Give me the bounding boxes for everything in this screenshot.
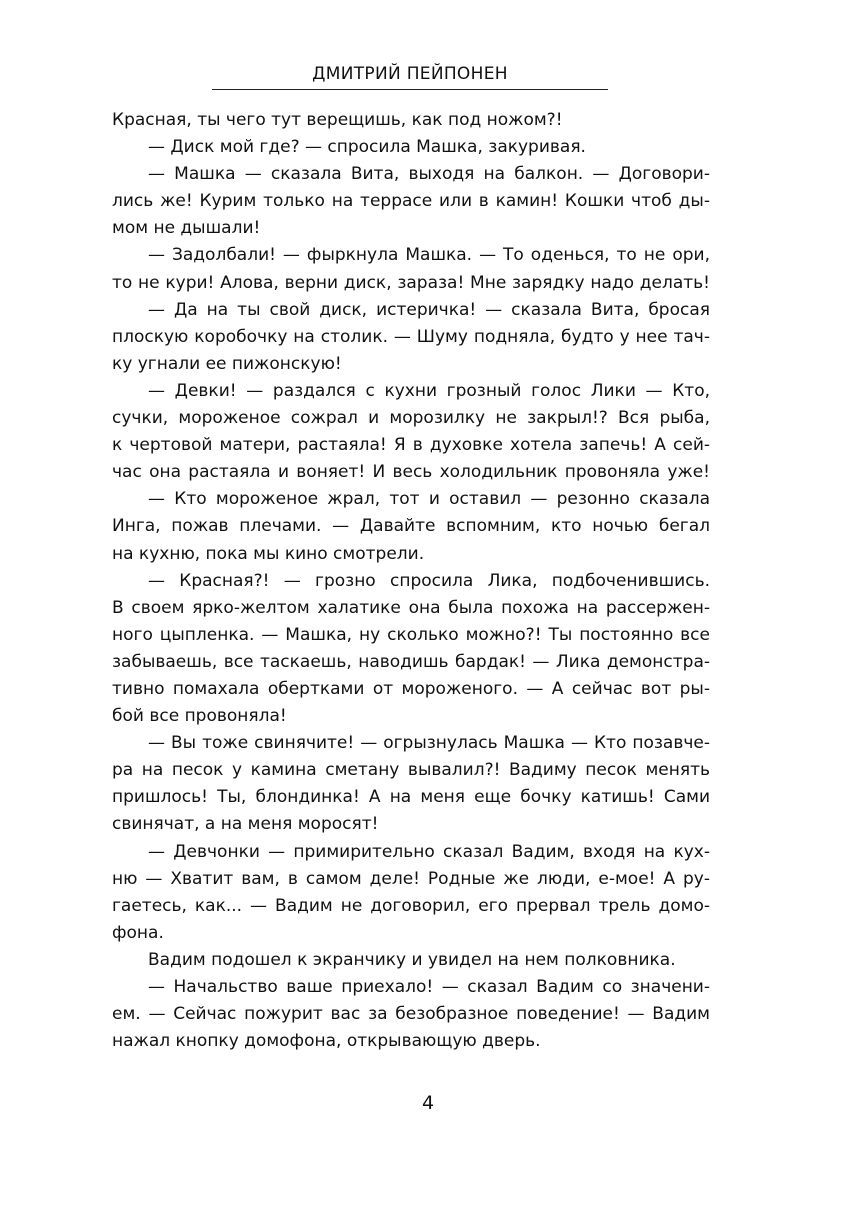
text-line: к чертовой матери, растаяла! Я в духовке хотела запечь! А сей- <box>112 435 710 456</box>
text-line: ра на песок у камина сметану вывалил?! Вадиму песок менять <box>112 760 710 781</box>
text-line: — Вы тоже свинячите! — огрызнулась Машка — Кто позавче- <box>148 733 710 754</box>
text-line: пришлось! Ты, блондинка! А на меня еще бочку катишь! Сами <box>112 787 710 808</box>
text-line: сучки, мороженое сожрал и морозилку не закрыл!? Вся рыба, <box>112 408 710 429</box>
text-line: гаетесь, как... — Вадим не договорил, его прервал трель домо- <box>112 895 710 916</box>
text-line: плоскую коробочку на столик. — Шуму подняла, будто у нее тач- <box>112 326 710 347</box>
text-line: забываешь, все таскаешь, наводишь бардак! — Лика демонстра- <box>112 651 710 672</box>
text-line: — Начальство ваше приехало! — сказал Вадим со значени- <box>148 977 710 997</box>
text-line: то не кури! Алова, верни диск, зараза! Мне зарядку надо делать! <box>112 272 710 293</box>
text-line: — Задолбали! — фыркнула Машка. — То оденься, то не ори, <box>148 245 710 266</box>
text-line: ного цыпленка. — Машка, ну сколько можно?! Ты постоянно все <box>112 624 710 645</box>
text-line: час она растаяла и воняет! И весь холодильник провоняла уже! <box>112 462 710 483</box>
text-line: Вадим подошел к экранчику и увидел на нем полковника. <box>148 949 676 970</box>
text-line: ку угнали ее пижонскую! <box>112 353 342 374</box>
text-line: нажал кнопку домофона, открывающую дверь. <box>112 1031 541 1052</box>
text-line: ем. — Сейчас пожурит вас за безобразное поведение! — Вадим <box>112 1004 710 1025</box>
text-line: бой все провоняла! <box>112 706 287 727</box>
text-line: — Красная?! — грозно спросила Лика, подбоченившись. <box>148 570 710 591</box>
text-line: В своем ярко-желтом халатике она была похожа на рассержен- <box>112 597 710 618</box>
text-line: Инга, пожав плечами. — Давайте вспомним, кто ночью бегал <box>112 516 710 537</box>
running-header-author: ДМИТРИЙ ПЕЙПОНЕН <box>212 64 608 90</box>
text-line: — Машка — сказала Вита, выходя на балкон. — Договори- <box>148 164 710 185</box>
text-line: свинячат, а на меня моросят! <box>112 814 379 835</box>
text-line: — Девки! — раздался с кухни грозный голос Лики — Кто, <box>148 380 710 401</box>
text-line: — Да на ты свой диск, истеричка! — сказала Вита, бросая <box>148 299 710 320</box>
text-line: лись же! Курим только на террасе или в камин! Кошки чтоб ды- <box>112 191 710 212</box>
text-line: — Диск мой где? — спросила Машка, закуривая. <box>148 137 586 158</box>
body-text <box>112 107 710 1055</box>
page-number: 4 <box>421 1092 435 1114</box>
text-line: — Девчонки — примирительно сказал Вадим, входя на кух- <box>148 841 710 862</box>
text-line: ню — Хватит вам, в самом деле! Родные же люди, е-мое! А ру- <box>112 868 710 889</box>
text-line: тивно помахала обертками от мороженого. — А сейчас вот ры- <box>112 678 710 699</box>
text-line: Красная, ты чего тут верещишь, как под ножом?! <box>112 110 563 130</box>
text-line: мом не дышали! <box>112 218 261 239</box>
text-line: на кухню, пока мы кино смотрели. <box>112 543 425 564</box>
text-line: — Кто мороженое жрал, тот и оставил — резонно сказала <box>148 489 710 510</box>
text-line: фона. <box>112 922 164 943</box>
